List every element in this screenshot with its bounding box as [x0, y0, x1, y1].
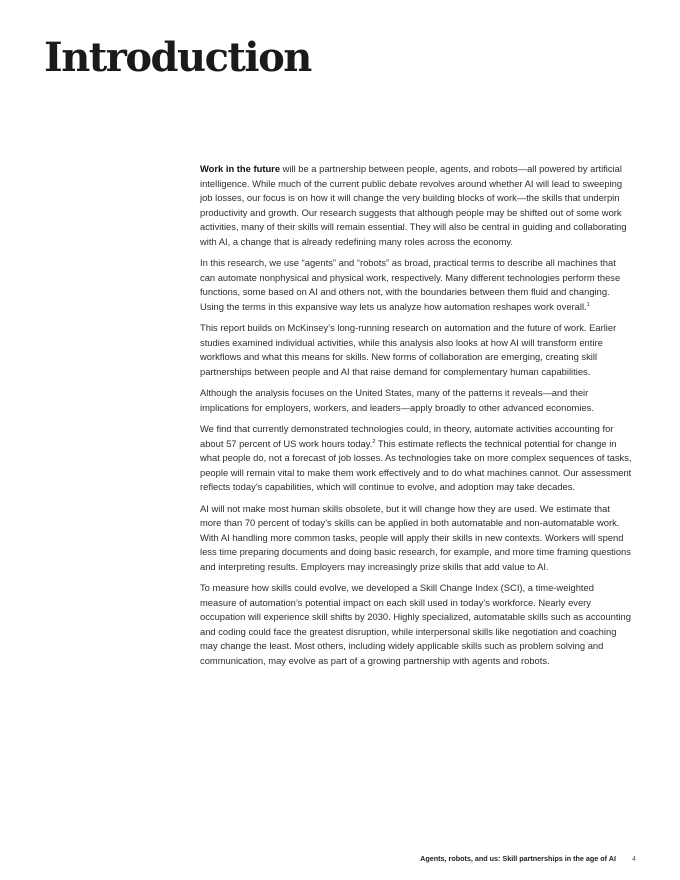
- footnote-marker-2[interactable]: 2: [372, 438, 376, 445]
- paragraph-4-text: Although the analysis focuses on the United States, many of the patterns it reveals—and their implications for employers, workers, and leaders—apply broadly to other advanced economies.: [200, 387, 594, 413]
- page-title: Introduction: [44, 34, 311, 81]
- paragraph-2: [200, 256, 633, 314]
- paragraph-3-text: This report builds on McKinsey’s long-running research on automation and the future of work. Earlier studies examined individual activities, while this analysis also looks at how AI will transform entire workflows and what this means for skills. New forms of collaboration are emerging, creating skill partnerships between people and AI that raise demand for complementary human capabilities.: [200, 322, 617, 377]
- paragraph-5: [200, 422, 633, 495]
- paragraph-5-text-after: This estimate reflects the technical potential for change in what people do, not a forecast of job losses. As technologies take on more complex sequences of tasks, people will remain vital to make them work effectively and to do what machines cannot. Our assessment reflects today’s capabilities, which will continue to evolve, and adoption may take decades.: [200, 437, 632, 492]
- lead-phrase: Work in the future: [200, 163, 281, 174]
- paragraph-1-text: will be a partnership between people, agents, and robots—all powered by artificial intelligence. While much of the current public debate revolves around whether AI will lead to sweeping job losses, our focus is on how it will change the very building blocks of work—the skills that underpin productivity and growth. Our research suggests that although people may be shifted out of some work activities, many of their skills will remain essential. They will also be central in guiding and collaborating with AI, a change that is already redefining many roles across the economy.: [200, 163, 627, 247]
- paragraph-2-text: In this research, we use “agents” and “robots” as broad, practical terms to describe all machines that can automate nonphysical and physical work, respectively. Many different technologies perform these functions, some based on AI and others not, with the boundaries between them fluid and changing. Using the terms in this expansive way lets us analyze how automation reshapes work overall.: [200, 257, 621, 312]
- paragraph-7: [200, 581, 633, 668]
- paragraph-1: [200, 162, 633, 249]
- paragraph-4: [200, 386, 633, 415]
- paragraph-7-text: To measure how skills could evolve, we developed a Skill Change Index (SCI), a time-weighted measure of automation’s potential impact on each skill used in today’s workforce. Nearly every occupation will experience skill shifts by 2030. Highly specialized, automatable skills such as accounting and coding could face the greatest disruption, while interpersonal skills like negotiation and coaching may change the least. Most others, including widely applicable skills such as problem solving and communication, may evolve as part of a growing partnership with agents and robots.: [200, 582, 631, 666]
- page-footer: [420, 854, 636, 863]
- paragraph-3: [200, 321, 633, 379]
- paragraph-6: [200, 502, 633, 575]
- paragraph-5-text-before: We find that currently demonstrated technologies could, in theory, automate activities accounting for about 57 percent of US work hours today.: [200, 423, 614, 449]
- paragraph-6-text: AI will not make most human skills obsolete, but it will change how they are used. We estimate that more than 70 percent of today’s skills can be applied in both automatable and non-automatable work. With AI handling more common tasks, people will apply their skills in new contexts. Workers will spend less time preparing documents and doing basic research, for example, and more time framing questions and interpreting results. Employers may increasingly prize skills that add value to AI.: [200, 502, 631, 572]
- footnote-marker-1[interactable]: 1: [586, 301, 590, 308]
- footer-report-title: Agents, robots, and us: Skill partnerships in the age of AI: [420, 854, 616, 863]
- page-number: 4: [632, 854, 636, 863]
- body-text: [200, 162, 633, 675]
